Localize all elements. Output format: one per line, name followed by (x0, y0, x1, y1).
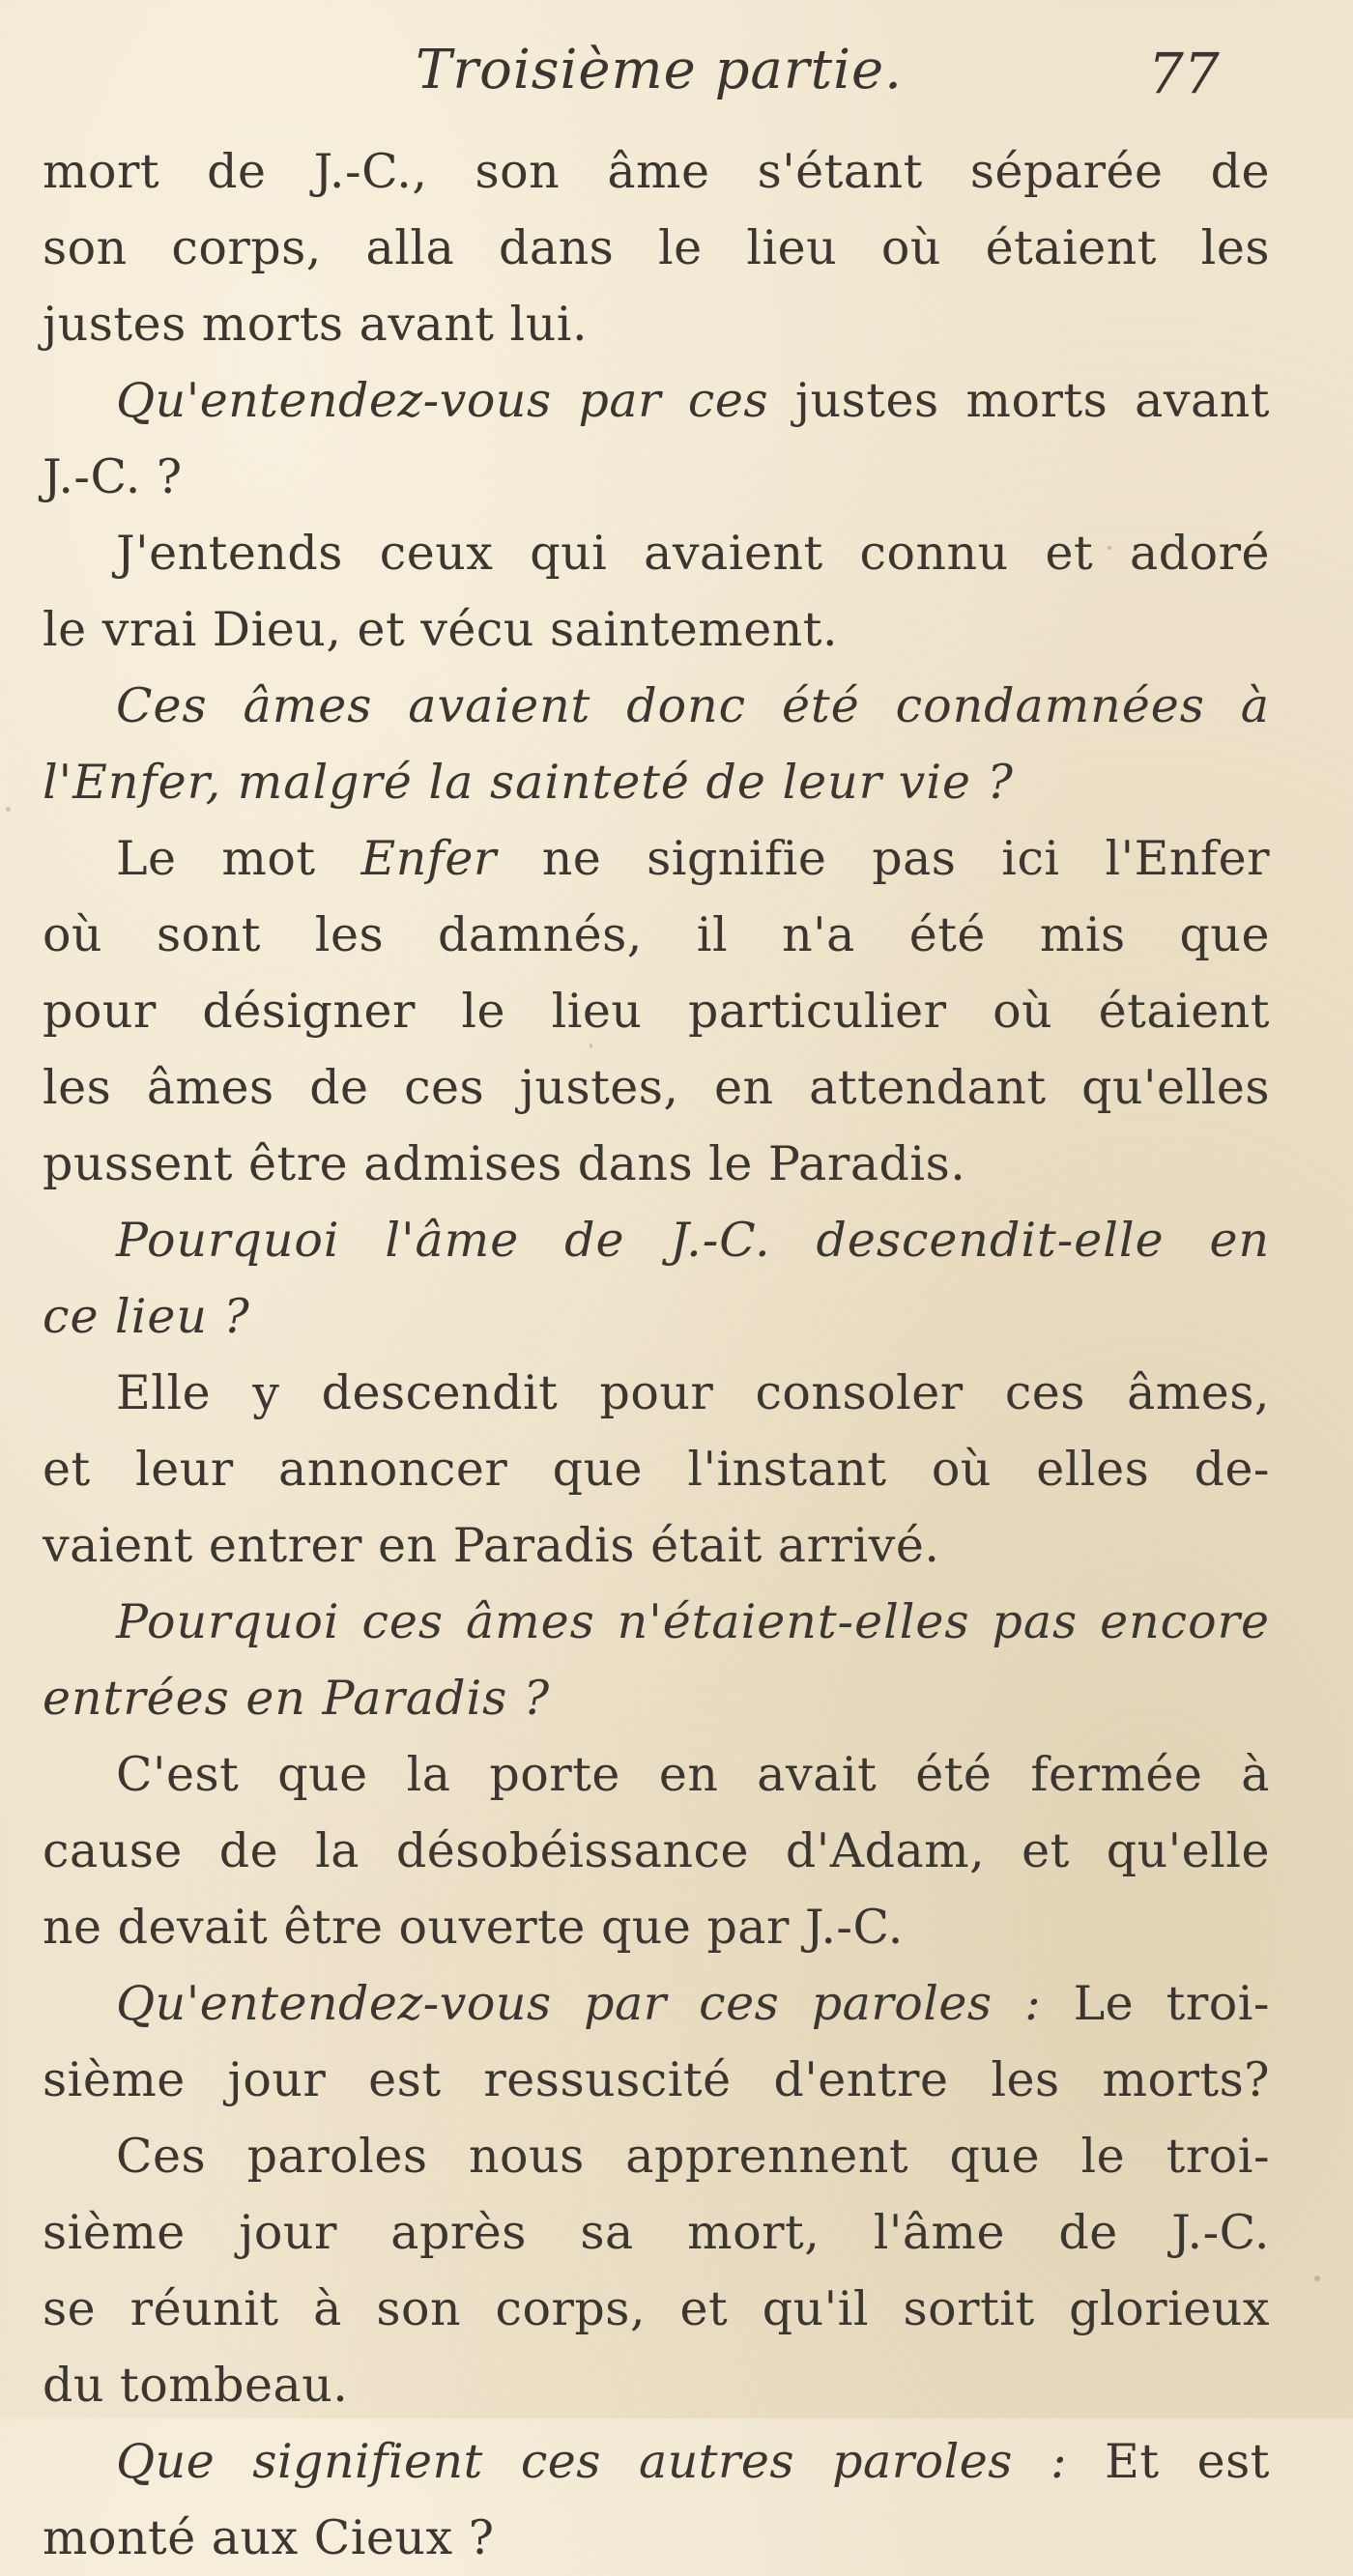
answer-line: pour désigner le lieu particulier où étaient (43, 984, 1270, 1039)
text-line: mort de J.-C., son âme s'étant séparée de (43, 144, 1270, 199)
answer-line: le vrai Dieu, et vécu saintement. (43, 602, 839, 657)
question-line: Pourquoi l'âme de J.-C. descendit-elle en (116, 1213, 1270, 1268)
answer-line: Ces paroles nous apprennent que le troi- (116, 2129, 1270, 2184)
question-line: entrées en Paradis ? (43, 1671, 551, 1726)
text-line: son corps, alla dans le lieu où étaient les (43, 220, 1270, 275)
answer-text: ne signifie pas ici l'Enfer (496, 831, 1270, 886)
paper-speck (590, 1044, 592, 1048)
answer-line: les âmes de ces justes, en attendant qu'elles (43, 1060, 1270, 1115)
answer-line: du tombeau. (43, 2358, 349, 2413)
question-text: Qu'entendez-vous par ces paroles : (116, 1976, 1074, 2031)
question-line: monté aux Cieux ? (43, 2510, 495, 2565)
quoted-text: Et est (1105, 2434, 1270, 2489)
question-line: l'Enfer, malgré la sainteté de leur vie ? (43, 755, 1014, 810)
answer-line: vaient entrer en Paradis était arrivé. (43, 1518, 940, 1573)
answer-line: sième jour après sa mort, l'âme de J.-C. (43, 2205, 1270, 2260)
text-line: justes morts avant lui. (43, 297, 589, 352)
question-line (43, 1965, 1270, 2042)
question-text: Qu'entendez-vous par ces (116, 373, 768, 428)
answer-text: Le mot (116, 831, 361, 886)
question-line (43, 362, 1270, 439)
quoted-text: Le troi- (1073, 1976, 1270, 2031)
page-body (43, 133, 1270, 2576)
answer-line: pussent être admises dans le Paradis. (43, 1136, 966, 1191)
answer-line: où sont les damnés, il n'a été mis que (43, 907, 1270, 962)
question-line: Ces âmes avaient donc été condamnées à (116, 678, 1270, 733)
question-line: ce lieu ? (43, 1289, 250, 1344)
answer-line: J'entends ceux qui avaient connu et adoré (116, 526, 1270, 581)
answer-line: Elle y descendit pour consoler ces âmes, (116, 1365, 1270, 1420)
paper-speck (6, 807, 11, 812)
answer-line: C'est que la porte en avait été fermée à (116, 1747, 1270, 1802)
page-header (0, 27, 1353, 124)
answer-emphasis: Enfer (360, 831, 497, 886)
paper-speck (1108, 546, 1111, 550)
answer-line (43, 820, 1270, 897)
running-title: Troisième partie. (416, 39, 903, 101)
question-line: Pourquoi ces âmes n'étaient-elles pas encore (116, 1594, 1270, 1649)
answer-line: se réunit à son corps, et qu'il sortit glorieux (43, 2281, 1270, 2336)
answer-line: cause de la désobéissance d'Adam, et qu'elle (43, 1823, 1270, 1878)
answer-line: et leur annoncer que l'instant où elles de- (43, 1442, 1270, 1497)
question-text-roman: justes morts avant (768, 373, 1270, 428)
question-text: Que signifient ces autres paroles : (116, 2434, 1106, 2489)
paper-speck (1314, 2275, 1320, 2281)
page-number: 77 (1148, 41, 1220, 106)
text-line: J.-C. ? (43, 449, 183, 504)
question-line (43, 2423, 1270, 2500)
answer-line: ne devait être ouverte que par J.-C. (43, 1900, 904, 1955)
question-line: sième jour est ressuscité d'entre les morts? (43, 2052, 1270, 2107)
